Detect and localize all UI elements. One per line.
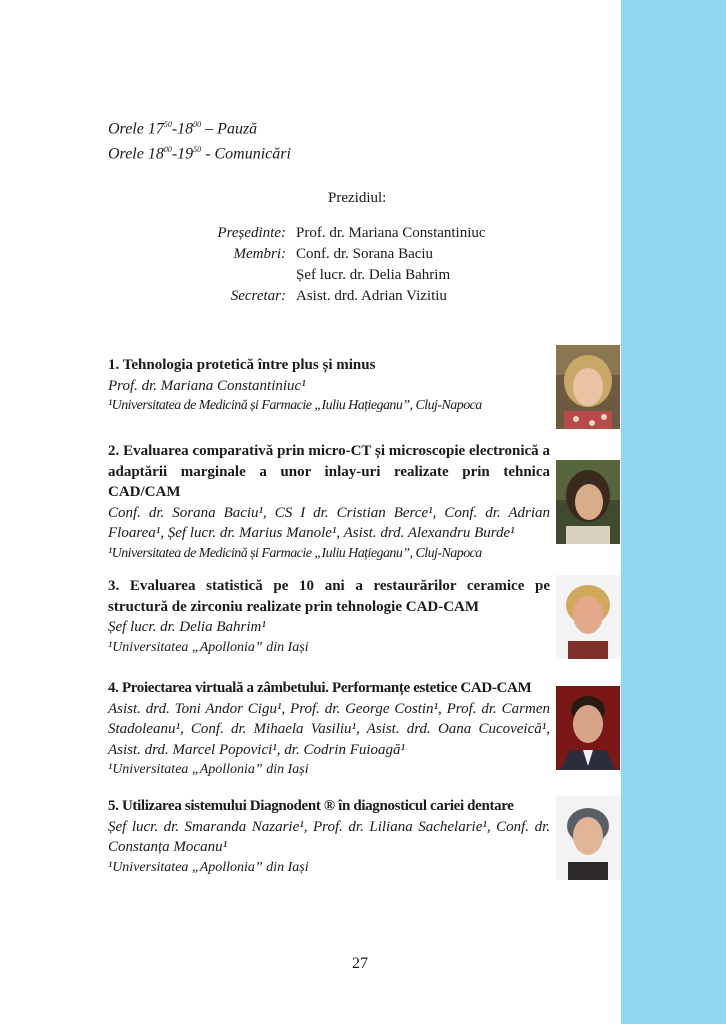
paper-affiliation: ¹Universitatea „Apollonia” din Iași — [108, 762, 309, 777]
side-color-bar — [621, 0, 726, 1024]
author-photo-5 — [556, 796, 620, 880]
paper-item-1 — [108, 355, 550, 417]
prezidiu-row — [150, 223, 486, 244]
prezidiu-name: Prof. dr. Mariana Constantiniuc — [296, 225, 486, 241]
prezidiu-name: Conf. dr. Sorana Baciu — [296, 246, 434, 262]
prezidiu-row — [150, 244, 486, 265]
paper-title: 1. Tehnologia protetică între plus și minus — [108, 357, 376, 373]
paper-affiliation: ¹Universitatea „Apollonia” din Iași — [108, 859, 309, 875]
time-line-break: Orele $17^{50}-18^{00}$ – Pauză — [108, 120, 258, 138]
prezidiu-list — [150, 223, 486, 307]
paper-authors: Conf. dr. Sorana Baciu¹, CS I dr. Cristian Berce¹, Conf. dr. Adrian Floarea¹, Șef lucr. dr. Marius Manole¹, Asist. drd. Alexandru Burde¹ — [108, 504, 550, 541]
paper-title: 4. Proiectarea virtuală a zâmbetului. Performanțe estetice CAD-CAM — [108, 680, 532, 696]
schedule-times — [108, 114, 291, 165]
author-photo-1 — [556, 345, 620, 429]
prezidiu-name: Șef lucr. dr. Delia Bahrim — [296, 267, 451, 283]
paper-title: 5. Utilizarea sistemului Diagnodent ® în diagnosticul cariei dentare — [108, 798, 514, 814]
prezidiu-role: Secretar: — [230, 288, 286, 304]
paper-authors: Asist. drd. Toni Andor Cigu¹, Prof. dr. George Costin¹, Prof. dr. Carmen Stadoleanu¹, Conf. dr. Mihaela Vasiliu¹, Asist. drd. Oana Cucoveică¹, Asist. drd. Marcel Popovici¹, dr. Codrin Fuioagă¹ — [108, 700, 550, 758]
paper-item-2 — [108, 441, 550, 564]
prezidiu-heading: Prezidiul: — [328, 190, 387, 206]
prezidiu-row — [150, 265, 486, 286]
paper-title: 3. Evaluarea statistică pe 10 ani a restaurărilor ceramice pe structură de zirconiu realizate prin tehnologie CAD-CAM — [108, 578, 550, 615]
prezidiu-role: Președinte: — [217, 225, 286, 241]
author-photo-2 — [556, 460, 620, 544]
prezidiu-row — [150, 286, 486, 307]
paper-authors: Șef lucr. dr. Smaranda Nazarie¹, Prof. dr. Liliana Sachelarie¹, Conf. dr. Constanța Mocanu¹ — [108, 818, 550, 855]
paper-item-5 — [108, 796, 550, 878]
paper-authors: Șef lucr. dr. Delia Bahrim¹ — [108, 619, 266, 635]
author-photo-3 — [556, 575, 620, 659]
paper-affiliation: ¹Universitatea de Medicină și Farmacie „Iuliu Hațieganu”, Cluj-Napoca — [108, 398, 482, 413]
prezidiu-name: Asist. drd. Adrian Vizitiu — [296, 288, 447, 304]
prezidiu-role: Membri: — [233, 246, 286, 262]
paper-title: 2. Evaluarea comparativă prin micro-CT și microscopie electronică a adaptării marginale a unor inlay-uri realizate prin tehnica CAD/CAM — [108, 443, 550, 500]
author-photo-4 — [556, 686, 620, 770]
page-number: 27 — [352, 955, 368, 972]
paper-authors: Prof. dr. Mariana Constantiniuc¹ — [108, 377, 306, 394]
prezidiu-role — [150, 265, 296, 286]
paper-item-3 — [108, 576, 550, 658]
paper-affiliation: ¹Universitatea „Apollonia” din Iași — [108, 639, 309, 655]
paper-affiliation: ¹Universitatea de Medicină și Farmacie „Iuliu Hațieganu”, Cluj-Napoca — [108, 545, 482, 561]
paper-item-4 — [108, 678, 550, 781]
time-line-talks: Orele $18^{00}-19^{50}$ - Comunicări — [108, 145, 291, 163]
